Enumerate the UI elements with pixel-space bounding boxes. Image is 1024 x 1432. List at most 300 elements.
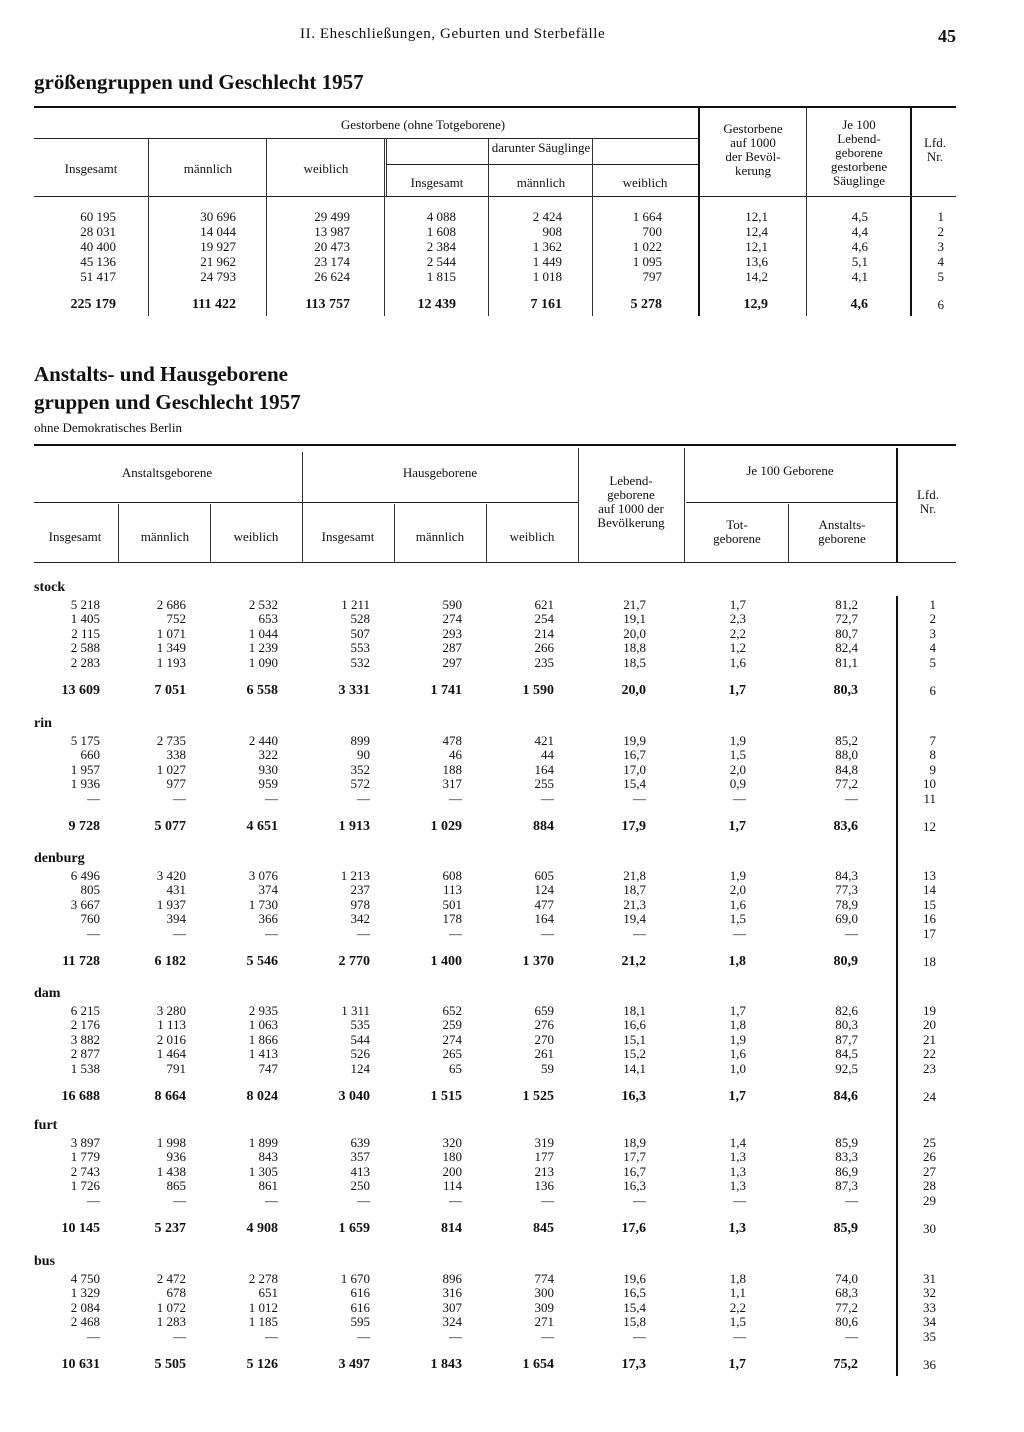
table-cell: 605 bbox=[534, 868, 554, 883]
table-cell: 1 438 bbox=[156, 1163, 186, 1179]
table-cell: 1,9 bbox=[729, 1031, 746, 1047]
table-cell: 652 bbox=[442, 1003, 462, 1018]
table-cell: 80,7 bbox=[835, 625, 858, 641]
table-cell: 2 544 bbox=[426, 254, 456, 269]
total-cell: 1,7 bbox=[728, 1089, 746, 1104]
table-cell: 1 405 bbox=[70, 611, 100, 627]
table-cell: 616 bbox=[350, 1299, 370, 1315]
table-cell: 21 bbox=[923, 1031, 936, 1047]
table-cell: 1 957 bbox=[70, 761, 100, 777]
header-a-weiblich: weiblich bbox=[233, 529, 279, 544]
table-cell: 69,0 bbox=[835, 911, 858, 927]
rule bbox=[488, 138, 489, 316]
table-cell: 1,3 bbox=[729, 1163, 746, 1179]
table-cell: 11 bbox=[923, 790, 936, 806]
table-cell: 2 424 bbox=[532, 209, 562, 224]
table2-title-line1: Anstalts- und Hausgeborene bbox=[34, 362, 288, 386]
table-cell: 1 311 bbox=[341, 1003, 370, 1018]
table-cell: — bbox=[173, 790, 186, 806]
table-cell: 84,3 bbox=[835, 868, 858, 883]
table-cell: 342 bbox=[350, 911, 370, 927]
table-cell: 2 686 bbox=[156, 597, 186, 612]
table-cell: 861 bbox=[258, 1178, 278, 1194]
table-cell: 14 bbox=[923, 882, 936, 898]
table-cell: 77,3 bbox=[835, 882, 858, 898]
total-cell: 12,9 bbox=[743, 297, 768, 312]
table-cell: 65 bbox=[449, 1060, 462, 1076]
table-cell: 84,8 bbox=[835, 761, 858, 777]
table-cell: — bbox=[357, 925, 370, 941]
header-line: Lebend- bbox=[609, 473, 653, 488]
table-cell: 1 362 bbox=[532, 239, 562, 254]
table-cell: — bbox=[173, 1328, 186, 1344]
total-cell: 845 bbox=[533, 1221, 554, 1236]
header-line: geborene bbox=[818, 531, 866, 546]
table-cell: 2 877 bbox=[70, 1046, 100, 1062]
total-cell: 1 029 bbox=[430, 819, 462, 834]
table-cell: 3 420 bbox=[156, 868, 186, 883]
total-cell: 80,9 bbox=[833, 954, 858, 969]
table-cell: 1 213 bbox=[340, 868, 370, 883]
table-cell: 255 bbox=[534, 776, 554, 792]
table-cell: 9 bbox=[929, 761, 936, 777]
total-cell: 18 bbox=[923, 954, 936, 969]
table-cell: 2 588 bbox=[70, 640, 100, 656]
table-cell: 316 bbox=[442, 1285, 462, 1301]
table-cell: 653 bbox=[258, 611, 278, 627]
table-cell: 27 bbox=[923, 1163, 936, 1179]
table-cell: 660 bbox=[80, 747, 100, 763]
table-cell: 478 bbox=[442, 733, 462, 748]
total-cell: 5 505 bbox=[154, 1357, 186, 1372]
table-cell: 4,1 bbox=[851, 269, 868, 284]
table-cell: 532 bbox=[350, 654, 370, 670]
table-cell: — bbox=[733, 790, 746, 806]
table2-title-line2: gruppen und Geschlecht 1957 bbox=[34, 390, 301, 414]
rule bbox=[34, 502, 578, 503]
table-cell: 12,1 bbox=[745, 239, 768, 254]
table-cell: 59 bbox=[541, 1060, 554, 1076]
total-cell: 17,6 bbox=[621, 1221, 646, 1236]
total-cell: 8 024 bbox=[246, 1089, 278, 1104]
table-cell: — bbox=[265, 1192, 278, 1208]
table-cell: — bbox=[541, 790, 554, 806]
header-insgesamt: Insgesamt bbox=[64, 161, 118, 176]
table2-subtitle: ohne Demokratisches Berlin bbox=[34, 420, 183, 435]
table-cell: 68,3 bbox=[835, 1285, 858, 1301]
rule bbox=[684, 448, 685, 562]
table-cell: 276 bbox=[534, 1017, 554, 1033]
total-cell: 13 609 bbox=[61, 683, 100, 698]
rule bbox=[910, 108, 912, 316]
table-cell: 3 667 bbox=[70, 896, 100, 912]
total-cell: 5 126 bbox=[246, 1357, 278, 1372]
table-cell: 1 779 bbox=[70, 1149, 100, 1165]
table-cell: 572 bbox=[350, 776, 370, 792]
table-cell: 235 bbox=[534, 654, 554, 670]
header-a-maennlich: männlich bbox=[140, 529, 190, 544]
table-cell: 81,2 bbox=[835, 597, 858, 612]
header-haus: Hausgeborene bbox=[402, 465, 478, 480]
table-cell: 85,2 bbox=[835, 733, 858, 748]
table-cell: — bbox=[173, 925, 186, 941]
table-cell: 16,7 bbox=[623, 747, 646, 763]
table-cell: 271 bbox=[534, 1314, 554, 1330]
rule bbox=[386, 164, 698, 165]
table-cell: 1,6 bbox=[729, 1046, 746, 1062]
table-cell: 113 bbox=[442, 882, 462, 898]
table-cell: 526 bbox=[350, 1046, 370, 1062]
table-cell: 5 218 bbox=[70, 597, 100, 612]
table-cell: 4 088 bbox=[426, 209, 456, 224]
table-cell: 1 063 bbox=[248, 1017, 278, 1033]
header-s-maennlich: männlich bbox=[516, 175, 566, 190]
total-cell: 3 331 bbox=[338, 683, 370, 698]
table-cell: 4,5 bbox=[851, 209, 868, 224]
table-cell: 87,7 bbox=[835, 1031, 858, 1047]
table-cell: — bbox=[541, 1192, 554, 1208]
table-cell: 5,1 bbox=[851, 254, 868, 269]
table-cell: — bbox=[87, 1192, 100, 1208]
table-cell: 659 bbox=[534, 1003, 554, 1018]
header-a-insgesamt: Insgesamt bbox=[48, 529, 102, 544]
table-cell: 44 bbox=[541, 747, 554, 763]
header-lfd bbox=[912, 136, 958, 164]
table-cell: 2 278 bbox=[248, 1271, 278, 1286]
table-cell: 1 239 bbox=[248, 640, 278, 656]
header-line: der Bevöl- bbox=[725, 149, 781, 164]
table-cell: 15,4 bbox=[623, 776, 646, 792]
table-cell: 553 bbox=[350, 640, 370, 656]
table-cell: 322 bbox=[258, 747, 278, 763]
rule bbox=[210, 504, 211, 562]
header-line: auf 1000 der bbox=[598, 501, 664, 516]
table-cell: 595 bbox=[350, 1314, 370, 1330]
table-cell: 180 bbox=[442, 1149, 462, 1165]
table-cell: — bbox=[633, 1192, 646, 1208]
table-cell: 19,6 bbox=[623, 1271, 646, 1286]
table-cell: 214 bbox=[534, 625, 554, 641]
table-cell: 16,7 bbox=[623, 1163, 646, 1179]
table-cell: 651 bbox=[258, 1285, 278, 1301]
table-cell: 21,3 bbox=[623, 896, 646, 912]
header-weiblich: weiblich bbox=[303, 161, 349, 176]
table1-title: größengruppen und Geschlecht 1957 bbox=[34, 70, 364, 94]
table-cell: — bbox=[541, 1328, 554, 1344]
table-cell: 74,0 bbox=[835, 1271, 858, 1286]
rule bbox=[896, 596, 898, 1376]
table-cell: 10 bbox=[923, 776, 936, 792]
table-cell: 1 113 bbox=[157, 1017, 186, 1033]
table-cell: 7 bbox=[929, 733, 936, 748]
table-cell: 1 027 bbox=[156, 761, 186, 777]
total-cell: 80,3 bbox=[833, 683, 858, 698]
total-cell: 884 bbox=[533, 819, 554, 834]
table-cell: 2 176 bbox=[70, 1017, 100, 1033]
total-cell: 1,8 bbox=[728, 954, 746, 969]
table-cell: 213 bbox=[534, 1163, 554, 1179]
table-cell: 40 400 bbox=[80, 239, 116, 254]
table-cell: 17 bbox=[923, 925, 936, 941]
table-cell: 200 bbox=[442, 1163, 462, 1179]
table-cell: 60 195 bbox=[80, 209, 116, 224]
table-cell: 1 730 bbox=[248, 896, 278, 912]
table-cell: 287 bbox=[442, 640, 462, 656]
table-cell: 77,2 bbox=[835, 776, 858, 792]
table-cell: 14 044 bbox=[200, 224, 236, 239]
table-cell: 1 bbox=[929, 597, 936, 612]
table-cell: 31 bbox=[923, 1271, 936, 1286]
table-cell: 13,6 bbox=[745, 254, 768, 269]
table-cell: — bbox=[733, 1192, 746, 1208]
total-cell: 1 741 bbox=[430, 683, 462, 698]
table-cell: 5 175 bbox=[70, 733, 100, 748]
table-cell: 5 bbox=[929, 654, 936, 670]
table-cell: — bbox=[265, 790, 278, 806]
total-cell: 6 bbox=[929, 683, 936, 698]
table-cell: 18,9 bbox=[623, 1135, 646, 1150]
table-cell: 1 090 bbox=[248, 654, 278, 670]
table-cell: 2 735 bbox=[156, 733, 186, 748]
table-cell: 28 031 bbox=[80, 224, 116, 239]
table-cell: 1 071 bbox=[156, 625, 186, 641]
table-cell: — bbox=[633, 1328, 646, 1344]
total-cell: 4 908 bbox=[246, 1221, 278, 1236]
table-cell: 1 538 bbox=[70, 1060, 100, 1076]
total-cell: 21,2 bbox=[621, 954, 646, 969]
header-je100: Je 100 Geborene bbox=[746, 463, 834, 478]
table-cell: 16,6 bbox=[623, 1017, 646, 1033]
table-cell: 352 bbox=[350, 761, 370, 777]
table-cell: 2 115 bbox=[71, 625, 100, 641]
table-cell: 3 280 bbox=[156, 1003, 186, 1018]
table-cell: 1,9 bbox=[729, 868, 746, 883]
table-cell: 501 bbox=[442, 896, 462, 912]
header-s-weiblich: weiblich bbox=[622, 175, 668, 190]
table-cell: 1,3 bbox=[729, 1178, 746, 1194]
table-cell: 13 bbox=[923, 868, 936, 883]
table-cell: 338 bbox=[166, 747, 186, 763]
table-cell: 114 bbox=[442, 1178, 462, 1194]
total-cell: 5 278 bbox=[630, 297, 662, 312]
table-cell: 2 084 bbox=[70, 1299, 100, 1315]
total-cell: 16 688 bbox=[61, 1089, 100, 1104]
table-cell: 164 bbox=[534, 761, 554, 777]
total-cell: 5 237 bbox=[154, 1221, 186, 1236]
table-cell: 124 bbox=[534, 882, 554, 898]
rule bbox=[386, 138, 387, 196]
rule bbox=[806, 108, 807, 316]
header-je100 bbox=[808, 118, 910, 188]
header-line: Lebend- bbox=[837, 131, 881, 146]
header-h-maennlich: männlich bbox=[415, 529, 465, 544]
total-cell: 111 422 bbox=[192, 297, 236, 312]
group-label: denburg bbox=[34, 851, 85, 866]
table-cell: 1 283 bbox=[156, 1314, 186, 1330]
table-cell: 4 750 bbox=[70, 1271, 100, 1286]
total-cell: 4 651 bbox=[246, 819, 278, 834]
header-line: Tot- bbox=[726, 517, 748, 532]
table-cell: 1,5 bbox=[729, 1314, 746, 1330]
table-cell: 1,9 bbox=[729, 733, 746, 748]
table-cell: — bbox=[357, 1328, 370, 1344]
header-line: geborene bbox=[607, 487, 655, 502]
table-cell: — bbox=[265, 925, 278, 941]
table-cell: 1 349 bbox=[156, 640, 186, 656]
table-cell: 266 bbox=[534, 640, 554, 656]
table-cell: 797 bbox=[642, 269, 662, 284]
rule bbox=[34, 562, 956, 563]
table-cell: 20 473 bbox=[314, 239, 350, 254]
table-cell: 20,0 bbox=[623, 625, 646, 641]
rule bbox=[266, 138, 267, 316]
table-cell: 17,0 bbox=[623, 761, 646, 777]
table-cell: — bbox=[449, 1328, 462, 1344]
table-cell: 23 174 bbox=[314, 254, 350, 269]
table-cell: — bbox=[87, 925, 100, 941]
table-cell: 19,9 bbox=[623, 733, 646, 748]
table-cell: 1 866 bbox=[248, 1031, 278, 1047]
table-cell: 608 bbox=[442, 868, 462, 883]
group-label: bus bbox=[34, 1254, 56, 1269]
table-cell: 30 696 bbox=[200, 209, 236, 224]
header-line: auf 1000 bbox=[730, 135, 776, 150]
table-cell: — bbox=[87, 790, 100, 806]
table-cell: 26 bbox=[923, 1149, 936, 1165]
table-cell: 4,4 bbox=[851, 224, 868, 239]
table-cell: 29 499 bbox=[314, 209, 350, 224]
table-cell: 6 496 bbox=[70, 868, 100, 883]
table-cell: 15,4 bbox=[623, 1299, 646, 1315]
table-cell: 28 bbox=[923, 1178, 936, 1194]
rule bbox=[394, 504, 395, 562]
table-cell: 2 bbox=[929, 611, 936, 627]
header-h-insgesamt: Insgesamt bbox=[321, 529, 375, 544]
table-cell: 1 664 bbox=[632, 209, 662, 224]
table-cell: 87,3 bbox=[835, 1178, 858, 1194]
table-cell: 12,1 bbox=[745, 209, 768, 224]
total-cell: 11 728 bbox=[62, 954, 100, 969]
table-cell: 2,0 bbox=[729, 882, 746, 898]
table-cell: 1 012 bbox=[248, 1299, 278, 1315]
table-cell: 19,1 bbox=[623, 611, 646, 627]
table-cell: 896 bbox=[442, 1271, 462, 1286]
table-cell: 4 bbox=[929, 640, 936, 656]
table-cell: 17,7 bbox=[623, 1149, 646, 1165]
total-cell: 2 770 bbox=[338, 954, 370, 969]
table-cell: 366 bbox=[258, 911, 278, 927]
table-cell: 1 815 bbox=[426, 269, 456, 284]
header-h-weiblich: weiblich bbox=[509, 529, 555, 544]
rule bbox=[486, 504, 487, 562]
table-cell: 3 882 bbox=[70, 1031, 100, 1047]
table-cell: 2 532 bbox=[248, 597, 278, 612]
header-line: Säuglinge bbox=[833, 173, 885, 188]
table2-top-rule bbox=[34, 444, 956, 446]
table-cell: 1 726 bbox=[70, 1178, 100, 1194]
table-cell: 616 bbox=[350, 1285, 370, 1301]
rule bbox=[592, 138, 593, 316]
table-cell: 1 413 bbox=[248, 1046, 278, 1062]
table-cell: 82,6 bbox=[835, 1003, 858, 1018]
total-cell: 8 664 bbox=[154, 1089, 186, 1104]
table-cell: 24 793 bbox=[200, 269, 236, 284]
table-cell: 978 bbox=[350, 896, 370, 912]
table-cell: 86,9 bbox=[835, 1163, 858, 1179]
total-cell: 9 728 bbox=[68, 819, 100, 834]
rule bbox=[302, 504, 303, 562]
header-line: geborene bbox=[713, 531, 761, 546]
table-cell: 700 bbox=[642, 224, 662, 239]
header-line: gestorbene bbox=[830, 159, 888, 174]
table-cell: 2 743 bbox=[70, 1163, 100, 1179]
header-saeuglinge: darunter Säuglinge bbox=[491, 140, 591, 155]
table-cell: 2 384 bbox=[426, 239, 456, 254]
table-cell: — bbox=[449, 790, 462, 806]
table-cell: 18,7 bbox=[623, 882, 646, 898]
table-cell: — bbox=[633, 790, 646, 806]
table-cell: 747 bbox=[258, 1060, 278, 1076]
total-cell: 36 bbox=[923, 1357, 936, 1372]
total-cell: 1 525 bbox=[522, 1089, 554, 1104]
table-cell: — bbox=[449, 925, 462, 941]
page-number: 45 bbox=[938, 26, 956, 46]
table-cell: 78,9 bbox=[835, 896, 858, 912]
table-cell: 1 044 bbox=[248, 625, 278, 641]
group-label: dam bbox=[34, 986, 61, 1001]
table-cell: 2 935 bbox=[248, 1003, 278, 1018]
table-cell: 843 bbox=[258, 1149, 278, 1165]
header-lebendgeborene bbox=[580, 474, 682, 530]
table-cell: 124 bbox=[350, 1060, 370, 1076]
header-line: Nr. bbox=[926, 149, 944, 164]
table-cell: 3 897 bbox=[70, 1135, 100, 1150]
table-cell: 23 bbox=[923, 1060, 936, 1076]
table-cell: 760 bbox=[80, 911, 100, 927]
table-cell: 136 bbox=[534, 1178, 554, 1194]
table-cell: 1 095 bbox=[632, 254, 662, 269]
header-line: Lfd. bbox=[923, 135, 947, 150]
table-cell: 14,2 bbox=[745, 269, 768, 284]
table-cell: 164 bbox=[534, 911, 554, 927]
table-cell: 20 bbox=[923, 1017, 936, 1033]
total-cell: 7 161 bbox=[530, 297, 562, 312]
rule bbox=[302, 452, 303, 504]
table-cell: 930 bbox=[258, 761, 278, 777]
table-cell: 15,8 bbox=[623, 1314, 646, 1330]
table-cell: 1,0 bbox=[729, 1060, 746, 1076]
total-cell: 6 182 bbox=[154, 954, 186, 969]
table-cell: 82,4 bbox=[835, 640, 858, 656]
header-totgeborene bbox=[686, 518, 788, 546]
table-cell: 18,8 bbox=[623, 640, 646, 656]
table-cell: 259 bbox=[442, 1017, 462, 1033]
table-cell: 774 bbox=[534, 1271, 554, 1286]
table-cell: 14,1 bbox=[623, 1060, 646, 1076]
table-cell: 621 bbox=[534, 597, 554, 612]
table-cell: 293 bbox=[442, 625, 462, 641]
table-cell: 317 bbox=[442, 776, 462, 792]
table-cell: 2 bbox=[937, 224, 944, 239]
table-cell: 959 bbox=[258, 776, 278, 792]
total-cell: 3 497 bbox=[338, 1357, 370, 1372]
table-cell: 2,0 bbox=[729, 761, 746, 777]
table-cell: 2 016 bbox=[156, 1031, 186, 1047]
table-cell: — bbox=[87, 1328, 100, 1344]
total-cell: 75,2 bbox=[833, 1357, 858, 1372]
table-cell: 178 bbox=[442, 911, 462, 927]
table-cell: 254 bbox=[534, 611, 554, 627]
